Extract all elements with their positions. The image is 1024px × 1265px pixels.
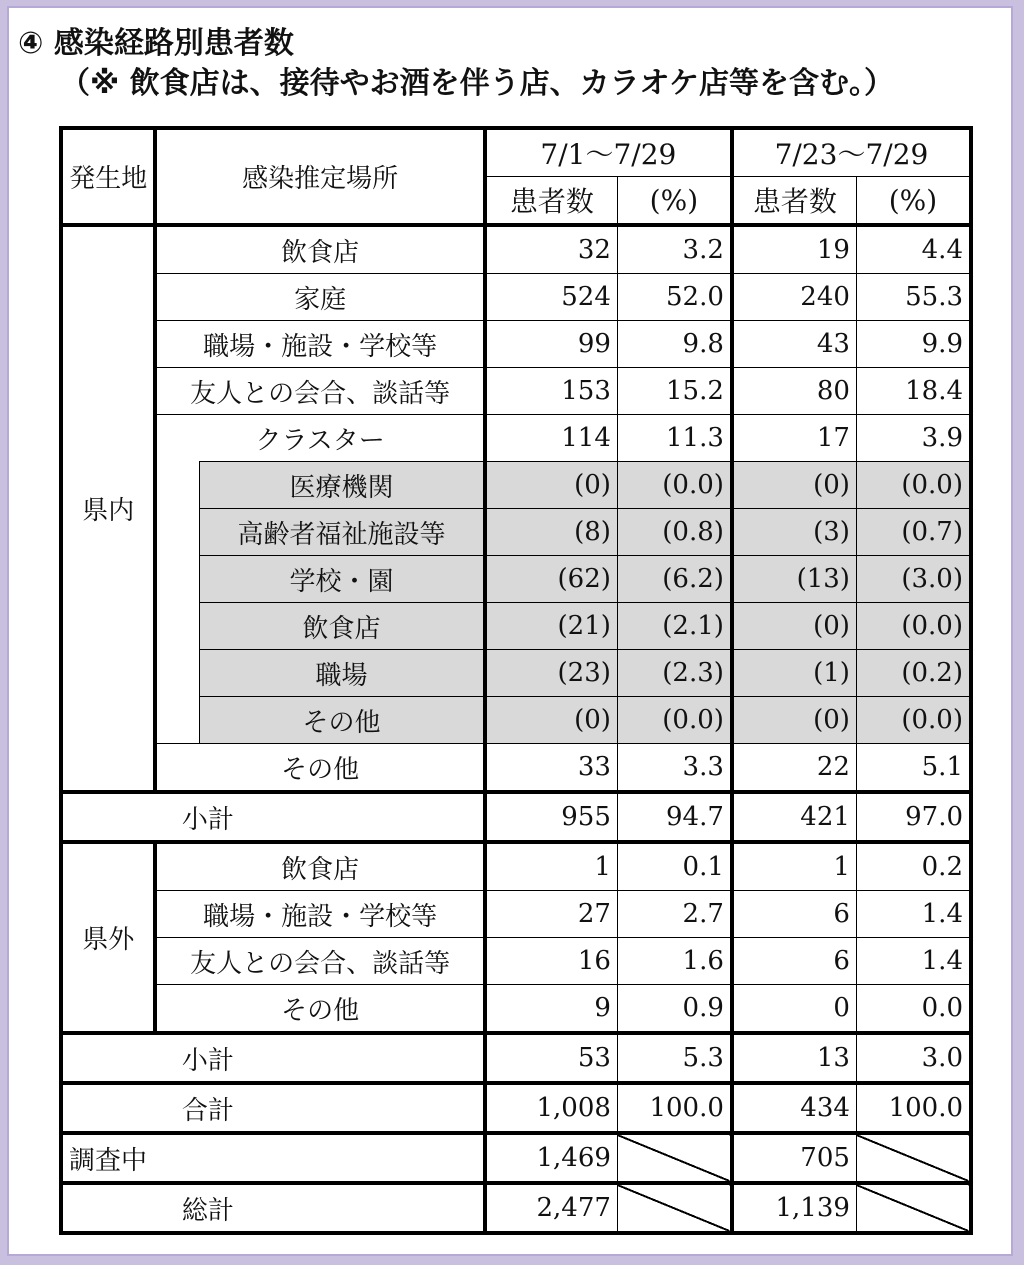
patients-2: 6 <box>732 891 857 938</box>
cluster-label: 学校・園 <box>200 556 485 603</box>
percent-2: 3.0 <box>856 1033 971 1083</box>
header-period-2: 7/23〜7/29 <box>732 128 971 177</box>
percent-1: (0.0) <box>617 462 732 509</box>
row-label: 飲食店 <box>155 225 484 274</box>
patients-1: 99 <box>485 321 618 368</box>
cluster-label: 医療機関 <box>200 462 485 509</box>
percent-2: 1.4 <box>856 891 971 938</box>
row-label: 友人との会合、談話等 <box>155 368 484 415</box>
patients-2: (0) <box>732 697 857 744</box>
empty-diagonal-cell <box>856 1183 971 1233</box>
percent-1: (0.0) <box>617 697 732 744</box>
subtotal-label: 小計 <box>61 1033 485 1083</box>
patients-2: 240 <box>732 274 857 321</box>
percent-2: (3.0) <box>856 556 971 603</box>
table-row <box>61 415 971 462</box>
patients-2: (0) <box>732 603 857 650</box>
row-label: 職場・施設・学校等 <box>155 321 484 368</box>
empty-diagonal-cell <box>617 1133 732 1183</box>
percent-1: (2.1) <box>617 603 732 650</box>
percent-2: 4.4 <box>856 225 971 274</box>
investigating-row <box>61 1133 971 1183</box>
percent-1: 3.3 <box>617 744 732 793</box>
cluster-label: 飲食店 <box>200 603 485 650</box>
patients-1: (62) <box>485 556 618 603</box>
percent-2: 18.4 <box>856 368 971 415</box>
empty-diagonal-cell <box>617 1183 732 1233</box>
percent-2: (0.0) <box>856 603 971 650</box>
patients-2: 13 <box>732 1033 857 1083</box>
row-label: 職場・施設・学校等 <box>155 891 484 938</box>
percent-2: 100.0 <box>856 1083 971 1133</box>
table-row <box>61 744 971 793</box>
patients-1: 1,469 <box>485 1133 618 1183</box>
percent-1: 0.1 <box>617 842 732 891</box>
patients-2: 1 <box>732 842 857 891</box>
cluster-label: その他 <box>200 697 485 744</box>
patients-2: 17 <box>732 415 857 462</box>
header-patients-1: 患者数 <box>485 177 618 226</box>
patients-2: (1) <box>732 650 857 697</box>
row-label: クラスター <box>155 415 484 462</box>
subtotal-row <box>61 792 971 842</box>
empty-diagonal-cell <box>856 1133 971 1183</box>
percent-1: 0.9 <box>617 985 732 1034</box>
patients-1: 1 <box>485 842 618 891</box>
patients-1: (0) <box>485 462 618 509</box>
patients-1: 32 <box>485 225 618 274</box>
header-row-1 <box>61 128 971 177</box>
patients-2: 43 <box>732 321 857 368</box>
patients-1: 114 <box>485 415 618 462</box>
patients-2: 434 <box>732 1083 857 1133</box>
patients-2: 421 <box>732 792 857 842</box>
percent-2: 5.1 <box>856 744 971 793</box>
patients-1: (0) <box>485 697 618 744</box>
total-label: 合計 <box>61 1083 485 1133</box>
patients-1: 955 <box>485 792 618 842</box>
total-row <box>61 1083 971 1133</box>
percent-2: 55.3 <box>856 274 971 321</box>
patients-2: 705 <box>732 1133 857 1183</box>
cluster-label: 高齢者福祉施設等 <box>200 509 485 556</box>
header-period-1: 7/1〜7/29 <box>485 128 732 177</box>
percent-1: 1.6 <box>617 938 732 985</box>
infection-route-table <box>59 126 973 1235</box>
row-label: 飲食店 <box>155 842 484 891</box>
patients-1: 53 <box>485 1033 618 1083</box>
percent-2: 0.0 <box>856 985 971 1034</box>
patients-2: (3) <box>732 509 857 556</box>
percent-1: 5.3 <box>617 1033 732 1083</box>
header-patients-2: 患者数 <box>732 177 857 226</box>
header-place: 感染推定場所 <box>155 128 484 225</box>
percent-1: 15.2 <box>617 368 732 415</box>
page-heading <box>18 24 894 104</box>
percent-1: 9.8 <box>617 321 732 368</box>
table-row <box>61 368 971 415</box>
region-inside: 県内 <box>61 225 155 792</box>
patients-1: 524 <box>485 274 618 321</box>
percent-2: 3.9 <box>856 415 971 462</box>
percent-1: (2.3) <box>617 650 732 697</box>
patients-1: 16 <box>485 938 618 985</box>
investigating-label: 調査中 <box>61 1133 485 1183</box>
patients-2: (0) <box>732 462 857 509</box>
percent-2: (0.0) <box>856 697 971 744</box>
patients-2: 22 <box>732 744 857 793</box>
percent-1: 94.7 <box>617 792 732 842</box>
patients-1: 27 <box>485 891 618 938</box>
percent-1: (6.2) <box>617 556 732 603</box>
percent-2: (0.2) <box>856 650 971 697</box>
table-row <box>61 938 971 985</box>
patients-2: 6 <box>732 938 857 985</box>
table-row <box>61 985 971 1034</box>
header-percent-1: (%) <box>617 177 732 226</box>
table-row <box>61 225 971 274</box>
percent-2: 97.0 <box>856 792 971 842</box>
percent-1: 11.3 <box>617 415 732 462</box>
region-outside: 県外 <box>61 842 155 1033</box>
header-origin: 発生地 <box>61 128 155 225</box>
patients-1: 1,008 <box>485 1083 618 1133</box>
percent-2: (0.7) <box>856 509 971 556</box>
patients-1: 9 <box>485 985 618 1034</box>
percent-1: 52.0 <box>617 274 732 321</box>
patients-2: (13) <box>732 556 857 603</box>
table-row <box>61 321 971 368</box>
grand-total-label: 総計 <box>61 1183 485 1233</box>
patients-2: 1,139 <box>732 1183 857 1233</box>
percent-2: 9.9 <box>856 321 971 368</box>
page-title: ④ 感染経路別患者数 <box>18 26 294 61</box>
cluster-label: 職場 <box>200 650 485 697</box>
percent-1: (0.8) <box>617 509 732 556</box>
grand-total-row <box>61 1183 971 1233</box>
row-label: 友人との会合、談話等 <box>155 938 484 985</box>
patients-2: 80 <box>732 368 857 415</box>
percent-1: 100.0 <box>617 1083 732 1133</box>
patients-2: 19 <box>732 225 857 274</box>
subtotal-label: 小計 <box>61 792 485 842</box>
table-row <box>61 891 971 938</box>
patients-2: 0 <box>732 985 857 1034</box>
patients-1: (21) <box>485 603 618 650</box>
page-note: （※ 飲食店は、接待やお酒を伴う店、カラオケ店等を含む。） <box>60 66 895 101</box>
patients-1: (8) <box>485 509 618 556</box>
header-percent-2: (%) <box>856 177 971 226</box>
percent-1: 2.7 <box>617 891 732 938</box>
table-row <box>61 274 971 321</box>
patients-1: (23) <box>485 650 618 697</box>
percent-1: 3.2 <box>617 225 732 274</box>
row-label: その他 <box>155 985 484 1034</box>
patients-1: 2,477 <box>485 1183 618 1233</box>
percent-2: 1.4 <box>856 938 971 985</box>
patients-1: 33 <box>485 744 618 793</box>
row-label: その他 <box>155 744 484 793</box>
percent-2: (0.0) <box>856 462 971 509</box>
percent-2: 0.2 <box>856 842 971 891</box>
cluster-indent <box>155 462 199 744</box>
row-label: 家庭 <box>155 274 484 321</box>
subtotal-row <box>61 1033 971 1083</box>
table-row <box>61 842 971 891</box>
patients-1: 153 <box>485 368 618 415</box>
cluster-row <box>61 462 971 509</box>
